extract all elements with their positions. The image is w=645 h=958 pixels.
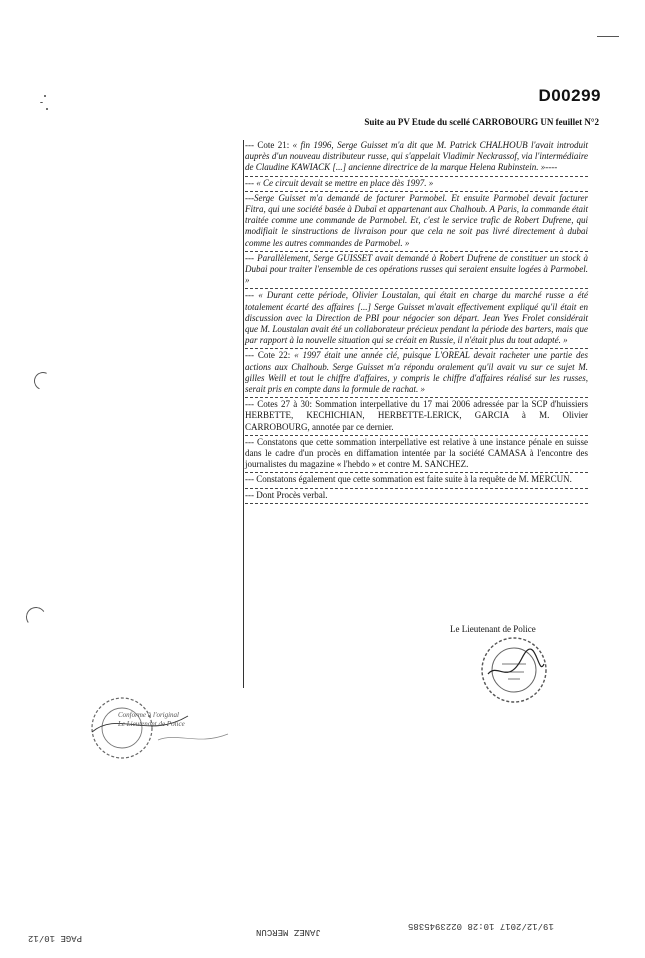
statement-paragraph: [245, 140, 588, 174]
document-id: D00299: [538, 86, 601, 105]
stamp-line: Le Lieutenant de Police: [118, 720, 185, 728]
statement-paragraph: [245, 437, 588, 471]
margin-rule: [243, 140, 244, 688]
paragraph-segment: --- Cote 22:: [245, 350, 295, 361]
paragraph-segment: --- Dont Procès verbal.: [245, 489, 328, 500]
paragraph-segment: ---: [245, 192, 254, 203]
paragraph-segment: « fin 1996, Serge Guisset m'a dit que M. Patrick CHALHOUB l'avait introduit auprès d'un nouveau distributeur russe, qui s'appelait Vladimir Neckrassof, via l'intermédiaire de Claudine KAWIACK [...] ancienne directrice de la marque Helena Rubinstein. »: [245, 140, 588, 173]
statement-paragraph: [245, 290, 588, 346]
paragraph-segment: --- Cotes 27 à 30: Sommation interpellative du 17 mai 2006 adressée par la SCP d'huissiers HERBETTE, KECHICHIAN, HERBETTE-LERICK, GARCIA à M. Olivier CARROBOURG, annotée par ce dernier.: [245, 399, 588, 432]
scan-speck: [44, 95, 46, 97]
document-subheader: Suite au PV Etude du scellé CARROBOURG UN feuillet N°2: [364, 117, 599, 127]
police-stamp-right: [478, 634, 550, 706]
statement-paragraph: [245, 474, 588, 485]
paragraph-segment: ----: [545, 162, 558, 173]
dash-fill-rule: [245, 284, 588, 289]
scan-artifact-dash: [597, 36, 619, 37]
punch-hole-mark: [31, 369, 54, 392]
fax-footer-right: PAGE 10/12: [28, 933, 83, 943]
paragraph-segment: --- Cote 21:: [245, 140, 293, 150]
paragraph-segment: --- Constatons que cette sommation interpellative est relative à une instance pénale en suisse dans le cadre d'un procès en diffamation intentée par la société CAMASA à l'encontre des journalistes du magazine « l'hebdo » et contre M. SANCHEZ.: [245, 436, 588, 470]
paragraph-segment: ---: [245, 252, 258, 263]
certified-copy-stamp-text: [118, 711, 185, 729]
scan-speck: [46, 108, 48, 110]
fax-footer-left: 19/12/2017 10:28 0223945385: [408, 921, 554, 931]
fax-footer-center: JANEZ MERCUN: [256, 927, 321, 937]
paragraph-segment: « Durant cette période, Olivier Loustalan, qui était en charge du marché russe a été totalement écarté des affaires [...] Serge Guisset m'avait effectivement expliqué qu'il était en discussion avec la Direction de PBI pour négocier son départ. Jean Yves Frolet considérait que M. Loustalan avait été un collaborateur précieux pendant la période des barters, mais que par rapport à la nouvelle situation qui se créait en Russie, il n'était plus du tout adapté. »: [245, 290, 589, 346]
stamp-line: Conforme à l'original: [118, 711, 180, 719]
statement-paragraph: [245, 193, 588, 249]
paragraph-segment: Parallèlement, Serge GUISSET avait demandé à Robert Dufrene de constituer un stock à Dubai pour traiter l'ensemble de ces opérations russes qui seraient ensuite logées à Parmobel. »: [245, 252, 588, 286]
signature-title: Le Lieutenant de Police: [450, 624, 536, 634]
statement-paragraph: [245, 350, 588, 395]
punch-hole-mark: [24, 605, 47, 628]
paragraph-segment: --- Constatons également que cette sommation est faite suite à la requête de M. MERCUN.: [245, 474, 572, 485]
statement-body: [245, 140, 588, 505]
paragraph-segment: Serge Guisset m'a demandé de facturer Parmobel. Et ensuite Parmobel devait facturer Fitra, qui une société basée à Dubaï et appartenant aux Chalhoub. A Paris, la commande était traitée comme une commande de Parmobel. Et, c'est le service trafic de Robert Dufrene, qui modifiait le sinstructions de livraison pour que cela ne soit pas livré directement à dubai comme les autres commandes de Parmobel. »: [245, 192, 588, 248]
paragraph-segment: ---: [245, 177, 257, 188]
paragraph-segment: ---: [245, 290, 259, 301]
statement-paragraph: [245, 253, 588, 287]
statement-paragraph: [245, 399, 588, 433]
certified-copy-stamp: [88, 690, 238, 770]
paragraph-segment: « 1997 était une année clé, puisque L'OREAL devait racheter une partie des actions aux Chalhoub. Serge Guisset m'a répondu oralement qu'il avait vu sur ce sujet M. gilles Weill et tout le chiffre d'affaires, y compris le chiffre d'affaires réalisé sur les russes, serait pris en compte dans la formule de rachat. »: [245, 350, 588, 395]
paragraph-segment: « Ce circuit devait se mettre en place dès 1997. »: [256, 177, 434, 188]
scan-speck: [40, 102, 43, 103]
